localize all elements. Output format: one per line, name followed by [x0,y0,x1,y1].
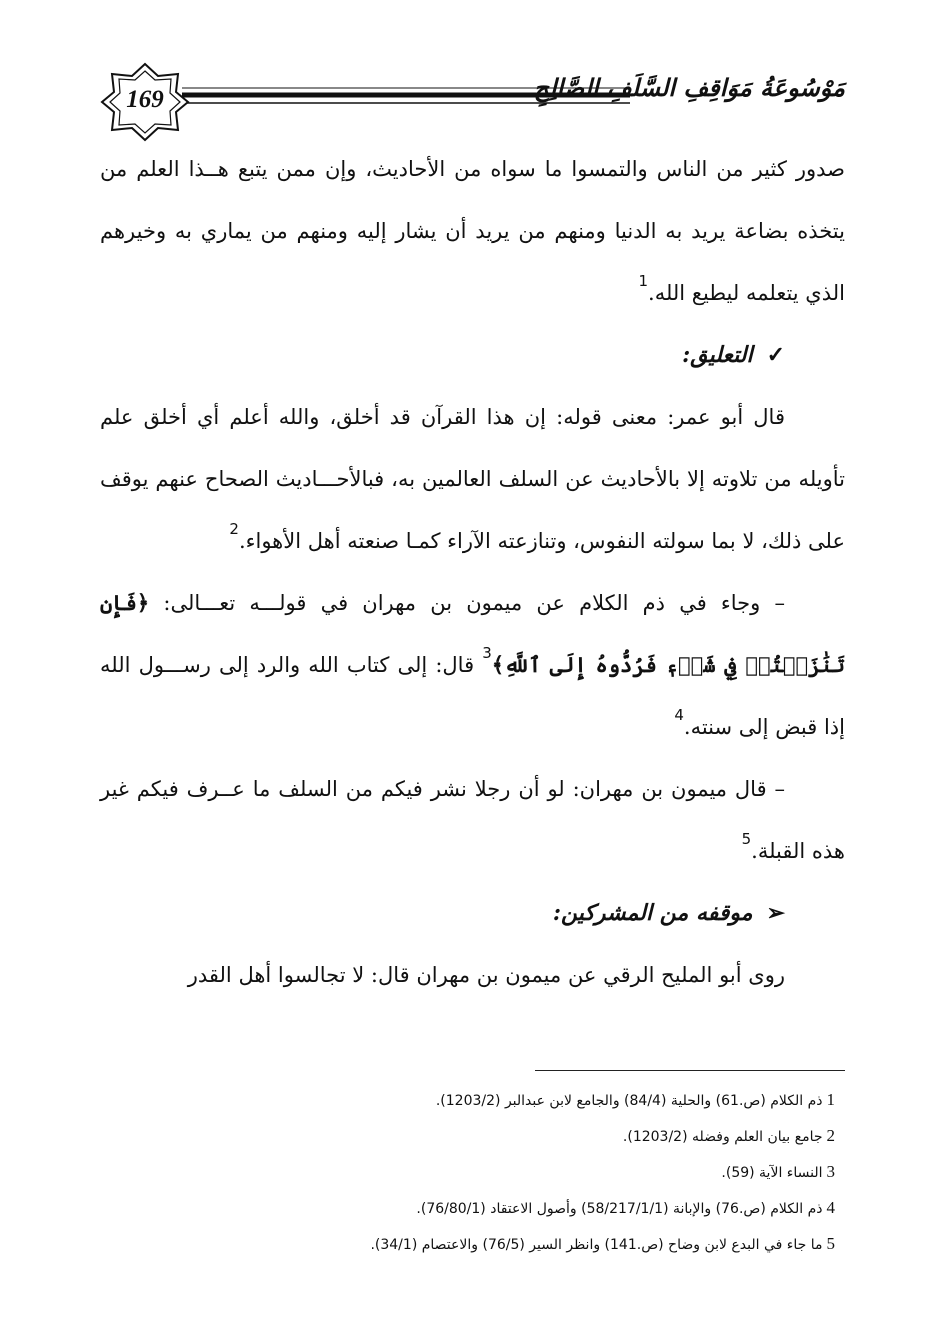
footnote-number: 2 [826,1126,835,1145]
footnote-number: 3 [826,1162,835,1181]
footnote-ref-2[interactable]: 2 [229,520,239,538]
book-title: مَوْسُوعَةُ مَوَاقِفِ السَّلَفِ الصَّالِحِ [533,74,845,102]
page-number: 169 [126,86,164,113]
footnote-text: النساء الآية (59). [721,1165,823,1181]
paragraph-2-text: قال أبو عمر: معنى قوله: إن هذا القرآن قد أخلق، والله أعلم أي أخلق علم تأويله من تلاوته إلا بالأحاديث عن السلف العالمين به، فبالأحـــاديث الصحاح عنهم يوقف على ذلك، لا بما سولته النفوس، وتنازعته الآراء كمـا صنعته أهل الأهواء. [100,405,845,553]
footnote-number: 5 [826,1234,835,1253]
footnote-text: ما جاء في البدع لابن وضاح (ص.141) وانظر السير (76/5) والاعتصام (34/1). [370,1237,823,1253]
section-heading-polytheists-text: موقفه من المشركين: [552,900,753,926]
paragraph-4-text: – قال ميمون بن مهران: لو أن رجلا نشر فيكم من السلف ما عــرف فيكم غير هذه القبلة. [100,777,845,863]
footnote-ref-5[interactable]: 5 [741,830,752,848]
page-header [100,62,845,142]
footnote-ref-1[interactable]: 1 [638,272,649,290]
arrow-bullet-icon: ➢ [766,900,785,926]
footnotes [100,1082,845,1262]
footnote-1 [100,1082,845,1118]
footnote-divider [535,1070,845,1071]
section-heading-polytheists [100,882,845,944]
page-body [100,138,845,1006]
footnote-number: 4 [826,1198,835,1217]
checkmark-icon: ✓ [766,342,785,368]
footnote-number: 1 [826,1090,835,1109]
footnote-5 [100,1226,845,1262]
quran-verse: ﴿فَإِن تَنَٰزَعۡتُمۡ فِي شَيۡءٖ فَرُدُّوهُ إِلَى ٱللَّهِ﴾ [100,590,845,677]
section-heading-commentary-text: التعليق: [682,342,753,368]
paragraph-1 [100,138,845,324]
footnote-2 [100,1118,845,1154]
paragraph-3 [100,572,845,758]
paragraph-3-lead: – وجاء في ذم الكلام عن ميمون بن مهران في قولـــه تعـــالى: [149,591,785,615]
footnote-ref-3[interactable]: 3 [482,644,492,662]
footnote-text: ذم الكلام (ص.61) والحلية (84/4) والجامع لابن عبدالبر (1203/2). [435,1093,823,1109]
paragraph-5-text: روى أبو المليح الرقي عن ميمون بن مهران قال: لا تجالسوا أهل القدر [187,963,785,987]
paragraph-3-rest: قال: إلى كتاب الله والرد إلى رســـول الله إذا قبض إلى سنته. [100,653,845,739]
footnote-4 [100,1190,845,1226]
footnote-ref-4[interactable]: 4 [674,706,684,724]
paragraph-2 [100,386,845,572]
footnote-3 [100,1154,845,1190]
footnote-text: ذم الكلام (ص.76) والإبانة (58/217/1/1) وأصول الاعتقاد (76/80/1). [416,1201,823,1217]
footnote-text: جامع بيان العلم وفضله (1203/2). [622,1129,823,1145]
section-heading-commentary [100,324,845,386]
paragraph-5 [100,944,845,1006]
paragraph-4 [100,758,845,882]
paragraph-1-text: صدور كثير من الناس والتمسوا ما سواه من الأحاديث، وإن ممن يتبع هــذا العلم من يتخذه بضاعة يريد به الدنيا ومنهم من يريد أن يشار إليه ومنهم من يماري به وخيرهم الذي يتعلمه ليطيع الله. [100,157,845,305]
